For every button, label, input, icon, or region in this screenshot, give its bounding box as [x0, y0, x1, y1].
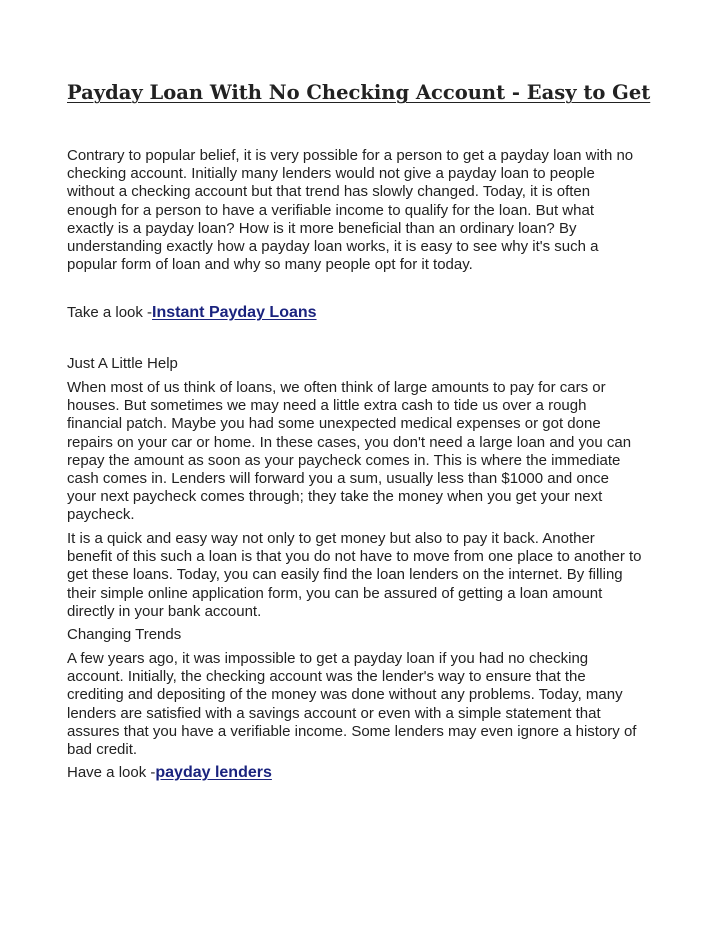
take-look-prefix: Take a look -	[67, 304, 153, 321]
section1-paragraph-1: When most of us think of loans, we often think of large amounts to pay for cars or houses. But sometimes we may need a little extra cash to tide us over a rough financial patch. Maybe you had some unexpected medical expenses or got done repairs on your car or home. In these cases, you don't need a large loan and you can repay the amount as soon as your paycheck comes in. This is where the immediate cash comes in. Lenders will forward you a sum, usually less than $1000 and once your next paycheck comes through; they take the money when you get your next paycheck.	[67, 379, 632, 524]
section2-paragraph-1: A few years ago, it was impossible to get a payday loan if you had no checking account. Initially, the checking account was the lender's way to ensure that the crediting and depositing of the money was done without any problems. Today, many lenders are satisfied with a savings account or even with a simple statement that assures that you have a verifiable income. Some lenders may even ignore a history of bad credit.	[67, 650, 637, 759]
take-look-line	[67, 304, 667, 322]
payday-lenders-link[interactable]: payday lenders	[155, 764, 272, 781]
instant-payday-loans-link[interactable]: Instant Payday Loans	[152, 304, 317, 321]
section-heading-just-a-little-help: Just A Little Help	[67, 355, 178, 372]
section1-paragraph-2: It is a quick and easy way not only to get money but also to pay it back. Another benefit of this such a loan is that you do not have to move from one place to another to get these loans. Today, you can easily find the loan lenders on the internet. By filling their simple online application form, you can be assured of getting a loan amount directly in your bank account.	[67, 530, 642, 620]
have-look-prefix: Have a look -	[67, 764, 156, 781]
intro-paragraph: Contrary to popular belief, it is very possible for a person to get a payday loan with no checking account. Initially many lenders would not give a payday loan to people without a checking account but that trend has slowly changed. Today, it is often enough for a person to have a verifiable income to qualify for the loan. But what exactly is a payday loan? How is it more beneficial than an ordinary loan? By understanding exactly how a payday loan works, it is easy to see why it's such a popular form of loan and why so many people opt for it today.	[67, 147, 634, 274]
section-heading-changing-trends: Changing Trends	[67, 626, 182, 643]
have-look-line	[67, 764, 667, 782]
document-title: Payday Loan With No Checking Account - Easy to Get	[67, 81, 651, 104]
